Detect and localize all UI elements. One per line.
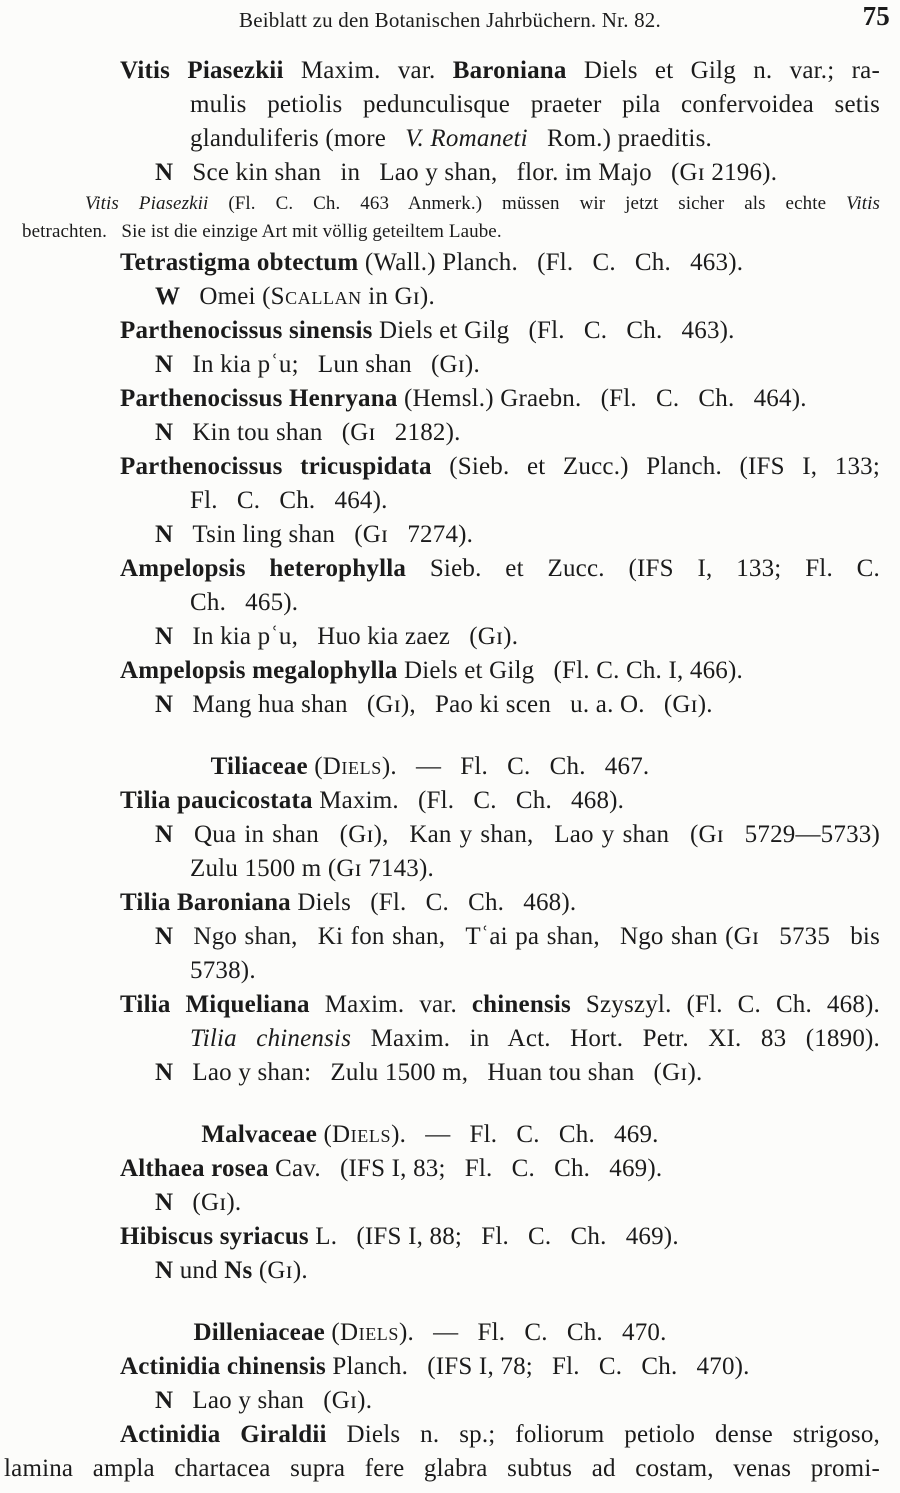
species-entry-line [120,654,900,688]
locality-line [155,688,900,722]
text-segment: Kin tou shan (Gɪ 2182). [173,419,461,446]
text-segment: Diels et Gilg (Fl. C. Ch. 463). [372,317,735,344]
text-segment: Szyszyl. (Fl. C. Ch. 468). [570,991,880,1018]
text-segment: ( [324,1319,340,1346]
text-segment: chinensis [471,991,571,1018]
family-heading [0,750,860,784]
text-segment: Lao y shan (Gɪ). [173,1387,373,1414]
text-segment: Actinidia Giraldii [120,1421,327,1448]
text-segment: Qua in shan (Gɪ), Kan y shan, Lao y shan (Gɪ 5729—5733) [173,821,880,848]
text-segment: lamina ampla chartacea supra fere glabra subtus ad costam, venas promi- [4,1455,880,1482]
text-segment: Hibiscus syriacus [120,1223,309,1250]
text-segment: Parthenocissus sinensis [120,317,373,344]
text-segment: L. (IFS I, 88; Fl. C. Ch. 469). [308,1223,679,1250]
locality-line [155,156,900,190]
species-entry-line [120,1152,900,1186]
text-segment: ). — Fl. C. Ch. 469. [391,1121,659,1148]
text-segment: Zulu 1500 m (Gɪ 7143). [190,855,434,882]
continuation-line [190,954,900,988]
text-segment: Althaea rosea [120,1155,269,1182]
running-header-title: Beiblatt zu den Botanischen Jahrbüchern. Nr. 82. [239,8,661,32]
text-segment: N [155,419,174,446]
text-segment: N [155,623,174,650]
text-segment: Tilia chinensis [190,1025,352,1052]
text-segment: Mang hua shan (Gɪ), Pao ki scen u. a. O. (Gɪ). [173,691,713,718]
family-heading [0,1316,860,1350]
text-segment: ). — Fl. C. Ch. 470. [399,1319,667,1346]
text-segment: (Wall.) Planch. (Fl. C. Ch. 463). [358,249,744,276]
text-segment: und [173,1257,225,1284]
text-segment: N [155,1257,174,1284]
text-segment: Diels et Gilg (Fl. C. Ch. I, 466). [397,657,743,684]
note-line [85,190,880,218]
synonym-line [190,1022,880,1056]
species-entry-line [120,784,900,818]
text-segment: V. Romaneti [405,125,528,152]
text-segment: betrachten. Sie ist die einzige Art mit völlig geteiltem Laube. [22,221,502,242]
text-segment: N [155,159,174,186]
overflow-line [4,1452,880,1486]
text-segment: Lao y shan: Zulu 1500 m, Huan tou shan (Gɪ). [173,1059,703,1086]
text-segment: Vitis Piasezkii [85,193,209,214]
continuation-line [190,122,900,156]
text-segment: Parthenocissus Henryana [120,385,398,412]
locality-line [155,920,880,954]
text-segment: N [155,521,174,548]
text-segment: Tilia Miqueliana [120,991,310,1018]
text-segment: Malvaceae [201,1121,318,1148]
text-segment: in Gɪ). [361,283,435,310]
text-segment: Fl. C. Ch. 464). [190,487,388,514]
text-segment: Baroniana [452,57,567,84]
text-segment: Scallan [270,283,362,310]
text-segment: (Gɪ). [173,1189,242,1216]
text-segment: Sce kin shan in Lao y shan, flor. im Majo (Gɪ 2196). [173,159,778,186]
page-number: 75 [862,1,890,31]
text-segment: W [155,283,181,310]
text-segment: Dilleniaceae [193,1319,325,1346]
continuation-line [190,586,900,620]
species-entry-line [120,450,880,484]
species-entry-line [120,246,900,280]
text-segment: N [155,351,174,378]
family-heading [0,1118,860,1152]
continuation-line [190,88,880,122]
text-segment: (Fl. C. Ch. 463 Anmerk.) müssen wir jetzt sicher als echte [208,193,847,214]
text-segment: (Hemsl.) Graebn. (Fl. C. Ch. 464). [397,385,807,412]
text-segment: In kia pʿu, Huo kia zaez (Gɪ). [173,623,519,650]
text-segment: Sieb. et Zucc. (IFS I, 133; Fl. C. [406,555,880,582]
locality-line [155,280,900,314]
text-segment: In kia pʿu; Lun shan (Gɪ). [173,351,480,378]
text-segment: Maxim. var. [283,57,453,84]
text-segment: Tilia paucicostata [120,787,313,814]
species-entry-line [120,988,880,1022]
text-segment: Omei ( [180,283,271,310]
note-line [22,218,900,246]
text-segment: Ch. 465). [190,589,299,616]
continuation-line [190,484,900,518]
locality-line [155,1254,900,1288]
text-segment: Ngo shan, Ki fon shan, Tʿai pa shan, Ngo shan (Gɪ 5735 bis [173,923,880,950]
text-segment: Actinidia chinensis [120,1353,326,1380]
text-segment: Parthenocissus tricuspidata [120,453,432,480]
text-segment: Diels et Gilg n. var.; ra- [566,57,880,84]
text-segment: Rom.) praeditis. [527,125,712,152]
text-segment: N [155,923,174,950]
text-segment: N [155,1059,174,1086]
text-segment: ). — Fl. C. Ch. 467. [381,753,650,780]
species-entry-line [120,1350,900,1384]
continuation-line [190,852,900,886]
locality-line [155,1056,900,1090]
locality-line [155,518,900,552]
locality-line [155,818,880,852]
text-segment: N [155,1189,174,1216]
text-segment: Ampelopsis heterophylla [120,555,407,582]
text-segment: Tiliaceae [210,753,308,780]
text-segment: Maxim. (Fl. C. Ch. 468). [312,787,625,814]
species-entry-line [120,552,880,586]
text-segment: mulis petiolis pedunculisque praeter pila confervoidea setis [190,91,880,118]
page-body [0,54,900,1486]
species-entry-line [120,886,900,920]
text-segment: Planch. (IFS I, 78; Fl. C. Ch. 470). [325,1353,750,1380]
text-segment: 5738). [190,957,256,984]
text-segment: Maxim. in Act. Hort. Petr. XI. 83 (1890). [351,1025,880,1052]
text-segment: Tetrastigma obtectum [120,249,359,276]
text-segment: N [155,691,174,718]
text-segment: Tsin ling shan (Gɪ 7274). [173,521,474,548]
text-segment: ( [307,753,323,780]
species-entry-line [120,54,880,88]
text-segment: Vitis [846,193,881,214]
locality-line [155,1186,900,1220]
text-segment: (Sieb. et Zucc.) Planch. (IFS I, 133; [431,453,880,480]
species-entry-line [120,382,900,416]
text-segment: Cav. (IFS I, 83; Fl. C. Ch. 469). [268,1155,663,1182]
text-segment: Tilia Baroniana [120,889,291,916]
text-segment: Maxim. var. [309,991,472,1018]
text-segment: Diels n. sp.; foliorum petiolo dense strigoso, [326,1421,880,1448]
running-header [0,0,900,33]
locality-line [155,416,900,450]
text-segment: Diels [322,753,382,780]
species-entry-line [120,1418,880,1452]
species-entry-line [120,314,900,348]
text-segment: N [155,821,174,848]
text-segment: Ns [224,1257,253,1284]
text-segment: Diels [332,1121,392,1148]
text-segment: N [155,1387,174,1414]
species-entry-line [120,1220,900,1254]
locality-line [155,1384,900,1418]
text-segment: glanduliferis (more [190,125,406,152]
text-segment: (Gɪ). [252,1257,308,1284]
text-segment: Ampelopsis megalophylla [120,657,398,684]
locality-line [155,620,900,654]
text-segment: Diels (Fl. C. Ch. 468). [290,889,577,916]
text-segment: Vitis Piasezkii [120,57,284,84]
text-segment: Diels [339,1319,400,1346]
text-segment: ( [317,1121,333,1148]
locality-line [155,348,900,382]
